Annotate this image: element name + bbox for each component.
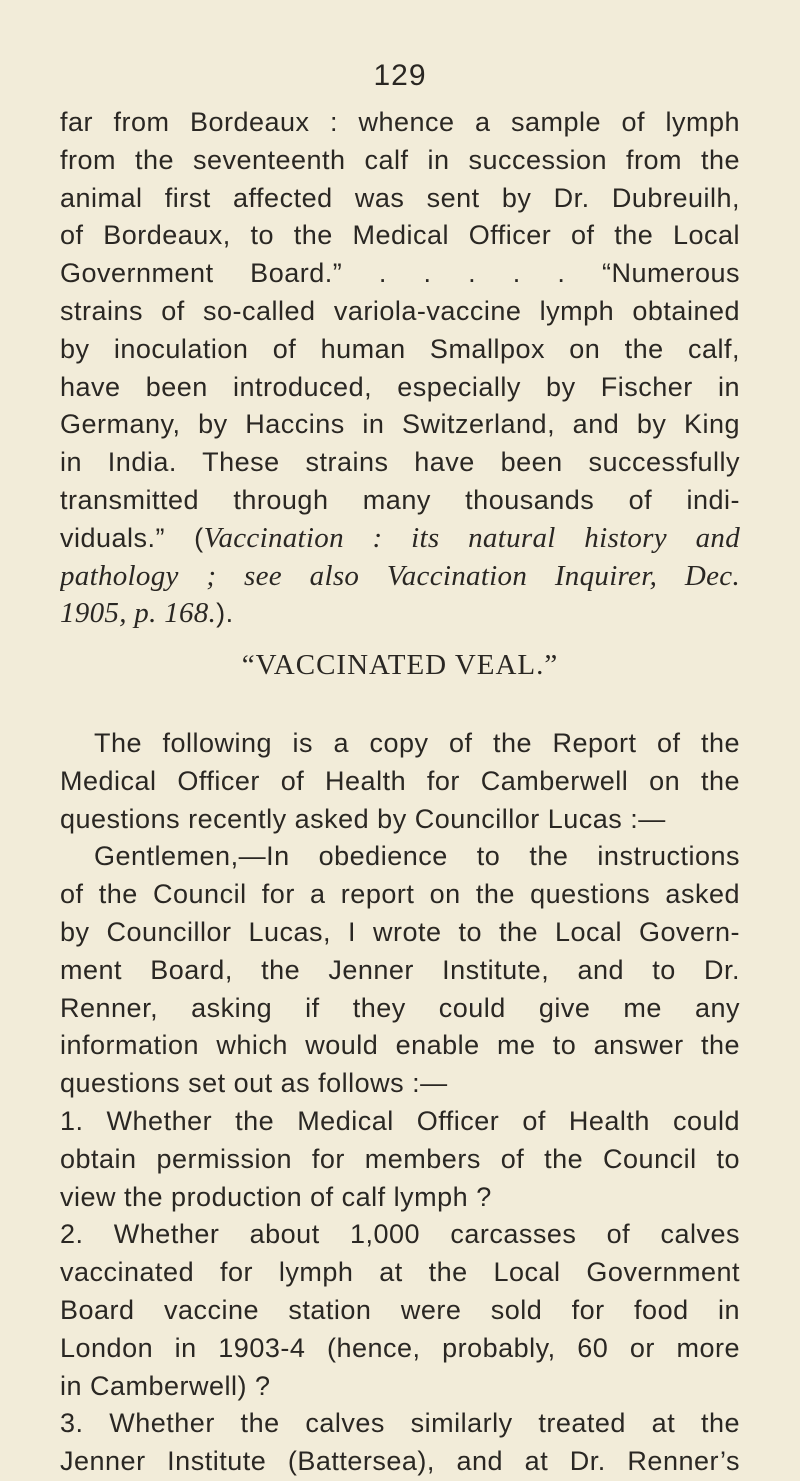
text-line: Renner, asking if they could give me any bbox=[60, 992, 740, 1023]
text-line: far from Bordeaux : whence a sample of lymph bbox=[60, 107, 740, 137]
text-line: by Councillor Lucas, I wrote to the Local Govern- bbox=[60, 916, 740, 947]
question-2-line: 2. Whether about 1,000 carcasses of calves bbox=[60, 1219, 740, 1250]
text-line: Gentlemen,—In obedience to the instructions bbox=[94, 841, 740, 872]
text-line: questions set out as follows :— bbox=[60, 1068, 448, 1099]
question-3-line: 3. Whether the calves similarly treated at the bbox=[60, 1408, 740, 1439]
text-line: of the Council for a report on the questions asked bbox=[60, 879, 740, 910]
citation-text: viduals.” ( bbox=[60, 522, 204, 553]
text-line: Medical Officer of Health for Camberwell on the bbox=[60, 765, 740, 796]
text-line: in India. These strains have been successfully bbox=[60, 447, 740, 478]
question-2-line: vaccinated for lymph at the Local Government bbox=[60, 1257, 740, 1288]
question-2-line: Board vaccine station were sold for food in bbox=[60, 1294, 740, 1325]
text-line: questions recently asked by Councillor Lucas :— bbox=[60, 803, 666, 834]
text-line: information which would enable me to answer the bbox=[60, 1030, 740, 1061]
text-line: Government Board.” . . . . . “Numerous bbox=[60, 258, 740, 289]
citation-text: ). bbox=[216, 598, 234, 629]
citation-italic: pathology ; see also Vaccination Inquirer, Dec. bbox=[60, 559, 740, 592]
text-line: ment Board, the Jenner Institute, and to Dr. bbox=[60, 954, 740, 985]
text-line: strains of so-called variola-vaccine lymph obtained bbox=[60, 295, 740, 326]
text-line: of Bordeaux, to the Medical Officer of the Local bbox=[60, 220, 740, 251]
section-heading: “VACCINATED VEAL.” bbox=[241, 649, 559, 682]
citation-italic: Vaccination : its natural history and bbox=[203, 521, 740, 554]
citation-line bbox=[60, 520, 740, 558]
citation-line bbox=[60, 558, 740, 596]
page-number: 129 bbox=[373, 59, 427, 92]
text-line: have been introduced, especially by Fischer in bbox=[60, 371, 740, 402]
question-1-line: obtain permission for members of the Council to bbox=[60, 1143, 740, 1174]
question-1-line: 1. Whether the Medical Officer of Health could bbox=[60, 1105, 740, 1136]
text-line: from the seventeenth calf in succession from the bbox=[60, 144, 740, 175]
text-line: by inoculation of human Smallpox on the calf, bbox=[60, 333, 740, 364]
question-2-line: in Camberwell) ? bbox=[60, 1370, 271, 1401]
citation-line bbox=[60, 595, 740, 633]
body-text bbox=[60, 104, 740, 1481]
question-2-line: London in 1903-4 (hence, probably, 60 or more bbox=[60, 1332, 740, 1363]
text-line: The following is a copy of the Report of the bbox=[94, 727, 740, 758]
question-1-line: view the production of calf lymph ? bbox=[60, 1181, 492, 1212]
text-line: transmitted through many thousands of indi- bbox=[60, 484, 740, 515]
question-3-line: Jenner Institute (Battersea), and at Dr. Renner’s bbox=[60, 1446, 740, 1477]
text-line: Germany, by Haccins in Switzerland, and by King bbox=[60, 409, 740, 440]
citation-italic: 1905, p. 168. bbox=[60, 597, 217, 630]
text-line: animal first affected was sent by Dr. Dubreuilh, bbox=[60, 182, 740, 213]
